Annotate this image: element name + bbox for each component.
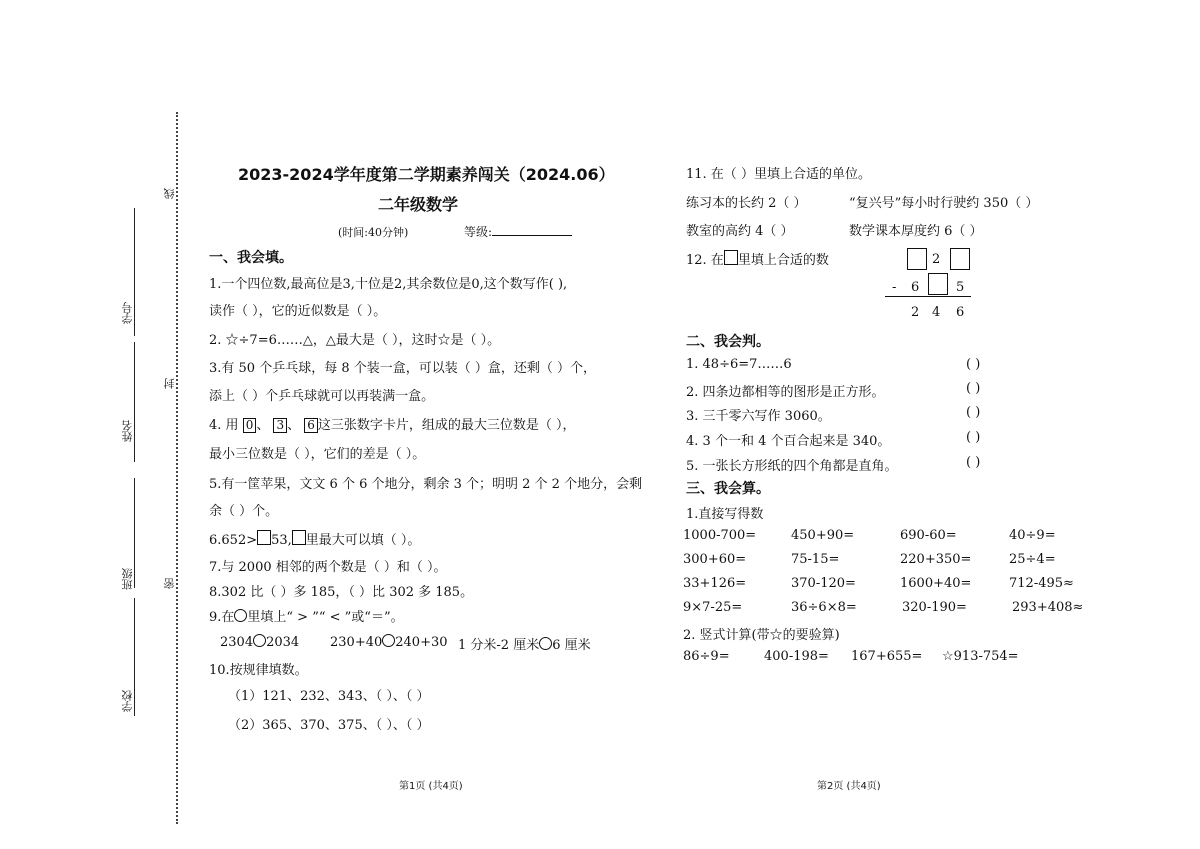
compare-3	[458, 634, 591, 653]
calc-item: 712-495≈	[1009, 576, 1074, 591]
question-11: 11. 在（ ）里填上合适的单位。	[686, 167, 871, 182]
question-2: 2. ☆÷7=6……△，△最大是（ ），这时☆是（ ）。	[209, 333, 501, 348]
exam-title: 2023-2024学年度第二学期素养闯关（2024.06）	[238, 165, 615, 184]
compare-3-right: 6 厘米	[552, 638, 591, 653]
calc-item: 40÷9=	[1009, 528, 1056, 543]
digit-box-3[interactable]	[928, 273, 948, 295]
question-6-prefix: 6.652>	[209, 533, 258, 548]
page-2-footer: 第2页 (共4页)	[817, 781, 881, 792]
circle-icon	[382, 634, 395, 647]
question-6-mid: 53,	[271, 533, 292, 548]
question-5b: 余（ ）个。	[209, 504, 279, 519]
calc-item: 293+408≈	[1012, 600, 1084, 615]
puzzle-digit: 6	[911, 280, 920, 295]
calc-heading: 1.直接写得数	[686, 507, 764, 522]
class-label: 班级	[121, 568, 134, 590]
question-11-a: 练习本的长约 2（ ）	[686, 196, 807, 211]
name-label: 姓名	[121, 420, 134, 442]
vertical-heading: 2. 竖式计算(带☆的要验算)	[683, 628, 840, 643]
school-label: 学校	[121, 690, 134, 712]
question-10: 10.按规律填数。	[209, 663, 308, 678]
judge-4: 4. 3 个一和 4 个百合起来是 340。	[686, 434, 891, 449]
digit-box-1[interactable]	[907, 248, 927, 270]
calc-item: 36÷6×8=	[791, 600, 857, 615]
question-10-2: （2）365、370、375、（ ）、（ ）	[228, 718, 430, 733]
digit-card-3: 3	[273, 418, 287, 433]
circle-icon	[253, 634, 266, 647]
compare-1-left: 2304	[220, 635, 254, 650]
judge-2: 2. 四条边都相等的图形是正方形。	[686, 385, 885, 400]
circle-icon	[234, 609, 247, 622]
question-3b: 添上（ ）个乒乓球就可以再装满一盒。	[209, 389, 435, 404]
judge-3-answer[interactable]: ( )	[966, 405, 981, 420]
result-digit: 4	[932, 305, 941, 320]
question-4a: 4. 用 0 、 3 、 6 这三张数字卡片，组成的最大三位数是（ ），	[209, 418, 576, 433]
question-12	[686, 249, 829, 268]
minus-sign: -	[892, 280, 897, 295]
section-2-heading: 二、我会判。	[686, 334, 770, 350]
question-12-suffix: 里填上合适的数	[737, 253, 829, 268]
compare-2-right: 240+30	[395, 635, 448, 650]
calc-item: 1600+40=	[900, 576, 972, 591]
question-4-text: 这三张数字卡片，组成的最大三位数是（ ），	[317, 418, 576, 433]
calc-item: 220+350=	[900, 552, 972, 567]
vertical-item: 167+655=	[851, 649, 923, 664]
judge-4-answer[interactable]: ( )	[966, 430, 981, 445]
compare-3-left: 1 分米-2 厘米	[458, 638, 540, 653]
section-1-heading: 一、我会填。	[209, 250, 293, 266]
calc-item: 25÷4=	[1009, 552, 1056, 567]
calc-item: 450+90=	[791, 528, 855, 543]
question-4b: 最小三位数是（ ），它们的差是（ ）。	[209, 447, 426, 462]
subtraction-rule	[885, 296, 971, 297]
result-digit: 2	[911, 305, 920, 320]
puzzle-digit: 2	[932, 252, 941, 267]
id-label: 学号	[121, 302, 134, 324]
seal-feng: 封	[163, 378, 176, 389]
judge-1: 1. 48÷6=7……6	[686, 357, 792, 372]
judge-5-answer[interactable]: ( )	[966, 455, 981, 470]
question-12-prefix: 12. 在	[686, 253, 724, 268]
question-9-suffix: 里填上“ > ”“ < ”或“＝”。	[247, 610, 404, 625]
exam-subtitle: 二年级数学	[378, 195, 459, 214]
calc-item: 33+126=	[683, 576, 747, 591]
question-4-prefix: 4. 用	[209, 418, 239, 433]
calc-item: 9×7-25=	[683, 600, 743, 615]
question-1b: 读作（ ），它的近似数是（ ）。	[209, 304, 387, 319]
question-5a: 5.有一筐苹果，文文 6 个 6 个地分，剩余 3 个；明明 2 个 2 个地分，会剩	[209, 477, 643, 492]
compare-2-left: 230+40	[330, 635, 383, 650]
question-7: 7.与 2000 相邻的两个数是（ ）和（ ）。	[209, 560, 447, 575]
question-3a: 3.有 50 个乒乓球，每 8 个装一盒，可以装（ ）盒，还剩（ ）个，	[209, 361, 597, 376]
calc-item: 300+60=	[683, 552, 747, 567]
question-10-1: （1）121、232、343、（ ）、（ ）	[228, 689, 430, 704]
digit-card-6: 6	[304, 418, 318, 433]
vertical-item: 86÷9=	[683, 649, 730, 664]
judge-5: 5. 一张长方形纸的四个角都是直角。	[686, 459, 898, 474]
digit-card-0: 0	[243, 418, 257, 433]
question-6-suffix: 里最大可以填（ ）。	[305, 533, 421, 548]
square-box-icon	[292, 530, 306, 545]
judge-1-answer[interactable]: ( )	[966, 357, 981, 372]
binding-dotted-line	[176, 112, 178, 824]
seal-mi: 密	[163, 578, 176, 589]
compare-1-right: 2034	[266, 635, 300, 650]
square-box-icon	[257, 530, 271, 545]
grade-blank	[492, 223, 572, 236]
school-line	[134, 598, 135, 716]
question-11-b: “复兴号”每小时行驶约 350（ ）	[849, 196, 1039, 211]
vertical-item: 400-198=	[764, 649, 829, 664]
circle-icon	[539, 637, 552, 650]
compare-1	[220, 634, 299, 650]
question-11-c: 教室的高约 4（ ）	[686, 224, 794, 239]
question-8: 8.302 比（ ）多 185，（ ）比 302 多 185。	[209, 585, 474, 600]
judge-2-answer[interactable]: ( )	[966, 381, 981, 396]
seal-xian: 线	[163, 188, 176, 199]
class-line	[134, 478, 135, 588]
question-9-prefix: 9.在	[209, 610, 235, 625]
square-box-icon	[724, 250, 738, 265]
question-6	[209, 529, 420, 548]
vertical-item: ☆913-754=	[942, 649, 1019, 664]
page-1-footer: 第1页 (共4页)	[399, 781, 463, 792]
calc-item: 1000-700=	[683, 528, 757, 543]
grade-label: 等级:	[464, 225, 493, 239]
judge-3: 3. 三千零六写作 3060。	[686, 409, 831, 424]
digit-box-2[interactable]	[950, 248, 970, 270]
calc-item: 690-60=	[900, 528, 957, 543]
calc-item: 320-190=	[902, 600, 967, 615]
grade-field	[464, 223, 572, 240]
question-11-d: 数学课本厚度约 6（ ）	[849, 224, 983, 239]
result-digit: 6	[956, 305, 965, 320]
puzzle-digit: 5	[956, 280, 965, 295]
section-3-heading: 三、我会算。	[686, 481, 770, 497]
id-line	[134, 208, 135, 336]
question-1a: 1.一个四位数,最高位是3,十位是2,其余数位是0,这个数写作( ),	[209, 277, 568, 292]
question-9	[209, 606, 404, 625]
calc-item: 75-15=	[791, 552, 840, 567]
exam-time: (时间:40分钟)	[338, 226, 409, 239]
calc-item: 370-120=	[791, 576, 856, 591]
compare-2	[330, 634, 448, 650]
name-line	[134, 342, 135, 462]
